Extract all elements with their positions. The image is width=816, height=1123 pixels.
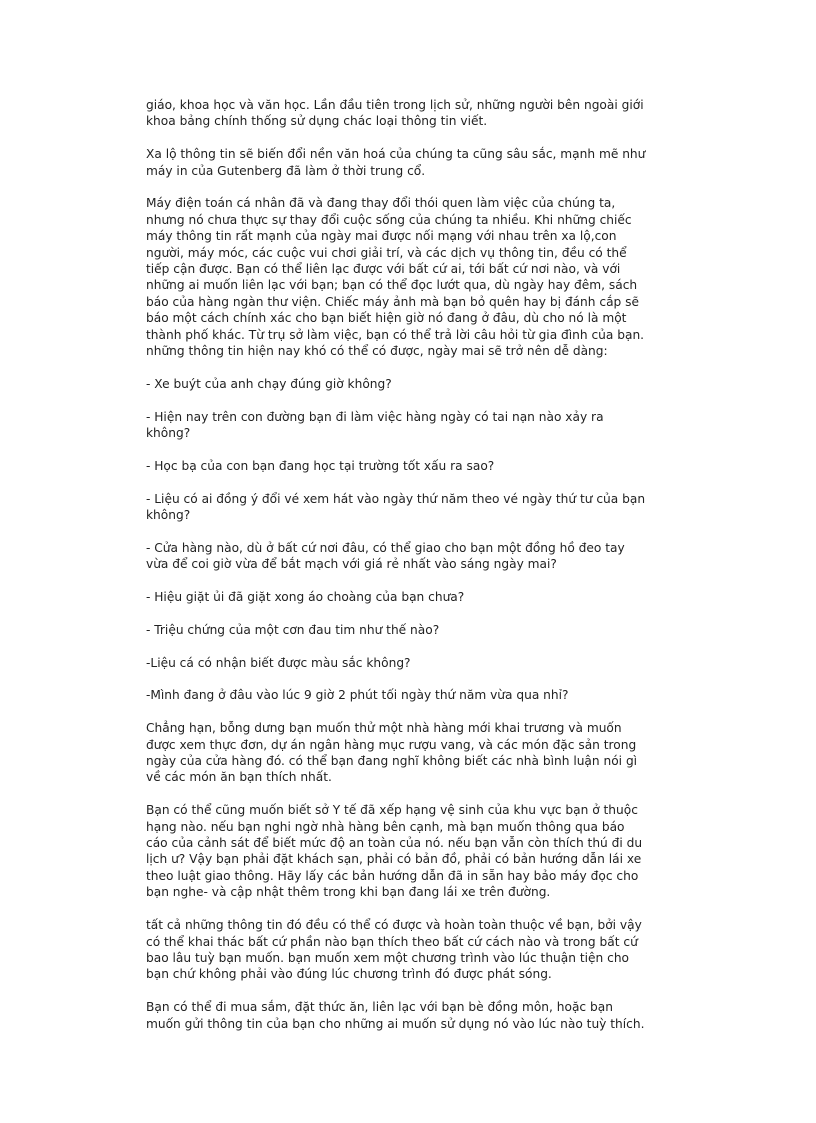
text-line: báo một cách chính xác cho bạn biết hiện giờ nó đang ở đâu, dù cho nó là một [146,311,627,326]
paragraph [146,540,686,573]
paragraph [146,97,686,130]
text-line: theo luật giao thông. Hãy lấy các bản hướng dẫn đã in sẵn hay bảo máy đọc cho [146,868,639,883]
text-line: - Xe buýt của anh chạy đúng giờ không? [146,376,392,391]
text-line: vừa để coi giờ vừa để bắt mạch với giá rẻ nhất vào sáng ngày mai? [146,557,557,572]
text-line: Xa lộ thông tin sẽ biến đổi nền văn hoá của chúng ta cũng sâu sắc, mạnh mẽ như [146,147,646,162]
paragraph [146,687,686,703]
text-line: khoa bảng chính thống sử dụng chác loại thông tin viết. [146,114,488,129]
paragraph [146,655,686,671]
text-line: tất cả những thông tin đó đều có thể có được và hoàn toàn thuộc về bạn, bởi vậy [146,918,642,933]
text-line: không? [146,508,191,523]
text-line: thành phố khác. Từ trụ sở làm việc, bạn có thể trả lời câu hỏi từ gia đình của bạn. [146,327,645,342]
paragraph [146,999,686,1032]
text-line: những thông tin hiện nay khó có thể có được, ngày mai sẽ trở nên dễ dàng: [146,344,608,359]
paragraph [146,589,686,605]
text-line: - Hiệu giặt ủi đã giặt xong áo choàng của bạn chưa? [146,590,465,605]
paragraph [146,802,686,900]
paragraph [146,622,686,638]
text-line: - Hiện nay trên con đường bạn đi làm việc hàng ngày có tai nạn nào xảy ra [146,409,604,424]
text-line: tiếp cận được. Bạn có thể liên lạc được với bất cứ ai, tới bất cứ nơi nào, và với [146,262,621,277]
text-line: Bạn có thể cũng muốn biết sở Y tế đã xếp hạng vệ sinh của khu vực bạn ở thuộc [146,803,638,818]
paragraph [146,195,686,359]
text-line: được xem thực đơn, dự án ngân hàng mục rượu vang, và các món đặc sản trong [146,737,637,752]
text-line: Máy điện toán cá nhân đã và đang thay đổi thói quen làm việc của chúng ta, [146,196,616,211]
text-line: cáo của cảnh sát để biết mức độ an toàn của nó. nếu bạn vẫn còn thích thú đi du [146,836,643,851]
text-line: lịch ư? Vậy bạn phải đặt khách sạn, phải có bản đồ, phải có bản hướng dẫn lái xe [146,852,642,867]
text-line: hạng nào. nếu bạn nghi ngờ nhà hàng bên cạnh, mà bạn muốn thông qua báo [146,819,625,834]
document-body [146,97,686,1032]
text-line: - Cửa hàng nào, dù ở bất cứ nơi đâu, có thể giao cho bạn một đồng hồ đeo tay [146,540,625,555]
text-line: -Liệu cá có nhận biết được màu sắc không? [146,655,411,670]
text-line: - Học bạ của con bạn đang học tại trường tốt xấu ra sao? [146,458,495,473]
text-line: giáo, khoa học và văn học. Lần đầu tiên trong lịch sử, những người bên ngoài giới [146,98,644,112]
paragraph [146,491,686,524]
text-line: không? [146,426,191,441]
text-line: nhưng nó chưa thực sự thay đổi cuộc sống của chúng ta nhiều. Khi những chiếc [146,212,632,227]
text-line: báo của hàng ngàn thư viện. Chiếc máy ảnh mà bạn bỏ quên hay bị đánh cắp sẽ [146,294,640,309]
text-line: - Triệu chứng của một cơn đau tim như thế nào? [146,622,440,637]
text-line: những ai muốn liên lạc với bạn; bạn có thể đọc lướt qua, dù ngày hay đêm, sách [146,278,638,293]
text-line: Chẳng hạn, bỗng dưng bạn muốn thử một nhà hàng mới khai trương và muốn [146,721,622,736]
text-line: -Mình đang ở đâu vào lúc 9 giờ 2 phút tối ngày thứ năm vừa qua nhỉ? [146,688,569,703]
text-line: về các món ăn bạn thích nhất. [146,770,332,785]
text-line: người, máy móc, các cuộc vui chơi giải trí, và các dịch vụ thông tin, đều có thể [146,245,627,260]
paragraph [146,458,686,474]
text-line: máy thông tin rất mạnh của ngày mai được nối mạng với nhau trên xa lộ,con [146,229,617,244]
paragraph [146,917,686,983]
text-line: bạn chứ không phải vào đúng lúc chương trình đó được phát sóng. [146,967,552,982]
text-line: muốn gửi thông tin của bạn cho những ai muốn sử dụng nó vào lúc nào tuỳ thích. [146,1016,645,1031]
paragraph [146,409,686,442]
paragraph [146,376,686,392]
text-line: Bạn có thể đi mua sắm, đặt thức ăn, liên lạc với bạn bè đồng môn, hoặc bạn [146,1000,613,1015]
text-line: bao lâu tuỳ bạn muốn. bạn muốn xem một chương trình vào lúc thuận tiện cho [146,950,629,965]
paragraph [146,146,686,179]
paragraph [146,720,686,786]
text-line: - Liệu có ai đồng ý đổi vé xem hát vào ngày thứ năm theo vé ngày thứ tư của bạn [146,491,646,506]
text-line: có thể khai thác bất cứ phần nào bạn thích theo bất cứ cách nào và trong bất cứ [146,934,638,949]
text-line: máy in của Gutenberg đã làm ở thời trung cổ. [146,163,426,178]
text-line: ngày của cửa hàng đó. có thể bạn đang nghĩ không biết các nhà bình luận nói gì [146,754,638,769]
text-line: bạn nghe- và cập nhật thêm trong khi bạn đang lái xe trên đường. [146,885,551,900]
